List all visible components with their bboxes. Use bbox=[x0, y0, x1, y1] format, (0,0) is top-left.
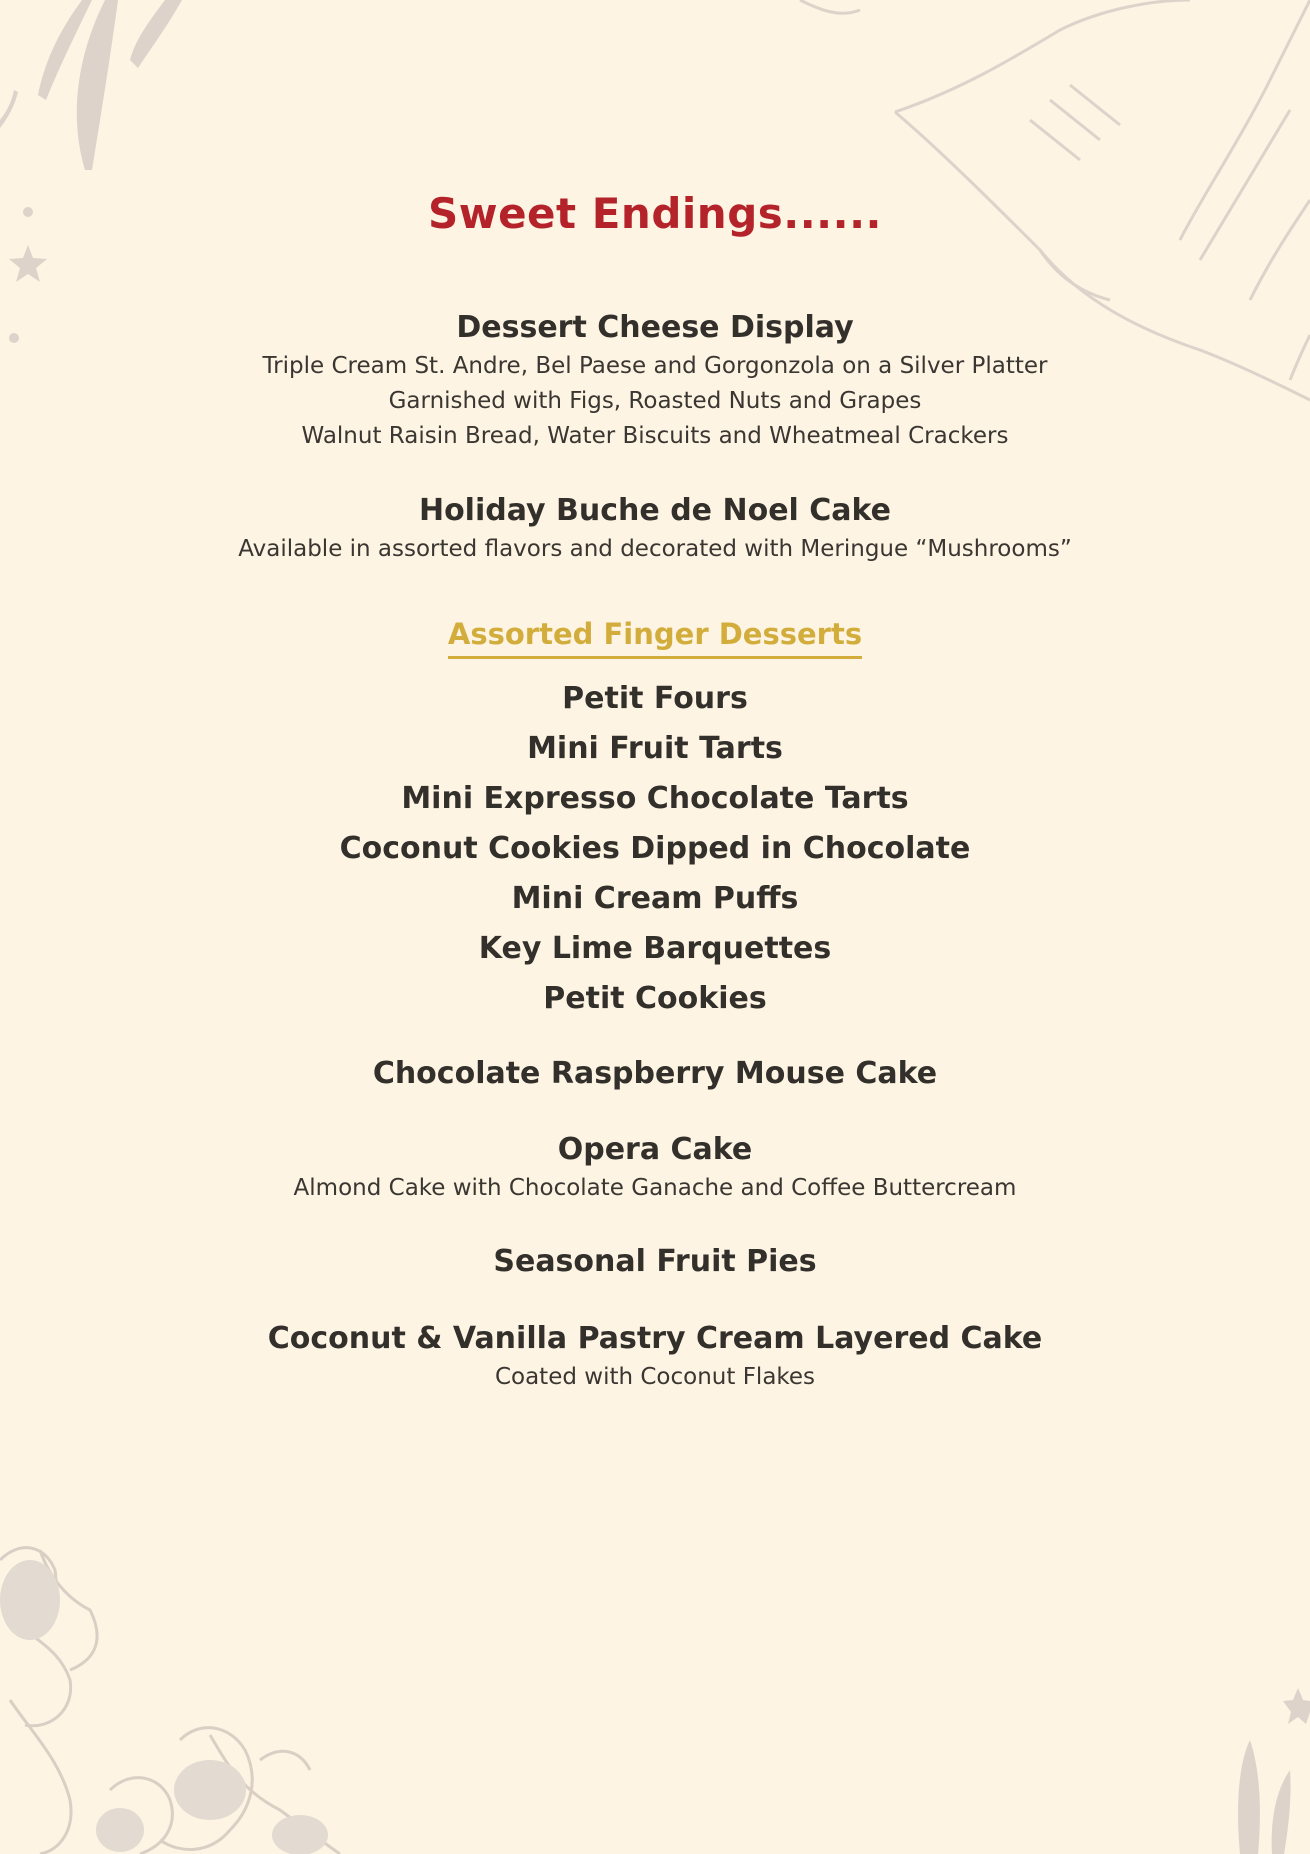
finger-dessert-list bbox=[0, 674, 1310, 1024]
list-item: Mini Expresso Chocolate Tarts bbox=[401, 781, 909, 816]
list-item: Key Lime Barquettes bbox=[478, 931, 832, 966]
list-item: Coconut Cookies Dipped in Chocolate bbox=[339, 831, 971, 866]
list-item: Petit Fours bbox=[562, 681, 748, 716]
menu-item-description: Available in assorted flavors and decorated with Meringue “Mushrooms” bbox=[238, 536, 1072, 562]
leaf-cluster-bottom-right-icon bbox=[1238, 1688, 1310, 1854]
list-item: Petit Cookies bbox=[543, 981, 767, 1016]
menu-item-title: Opera Cake bbox=[557, 1132, 753, 1167]
menu-item-title: Chocolate Raspberry Mouse Cake bbox=[372, 1056, 938, 1091]
menu-title: Sweet Endings...... bbox=[428, 189, 882, 238]
leaf-cluster-top-left-icon bbox=[0, 0, 182, 170]
flower-cluster-bottom-left-icon bbox=[0, 1548, 340, 1854]
section-heading-container bbox=[0, 614, 1310, 659]
list-item: Mini Fruit Tarts bbox=[527, 731, 783, 766]
menu-item-description: Garnished with Figs, Roasted Nuts and Grapes bbox=[388, 388, 922, 414]
menu-item-description: Triple Cream St. Andre, Bel Paese and Gorgonzola on a Silver Platter bbox=[262, 353, 1048, 379]
list-item: Mini Cream Puffs bbox=[511, 881, 799, 916]
menu-item-description: Almond Cake with Chocolate Ganache and Coffee Buttercream bbox=[293, 1175, 1017, 1201]
menu-item-description: Walnut Raisin Bread, Water Biscuits and Wheatmeal Crackers bbox=[301, 423, 1009, 449]
menu-item-title: Seasonal Fruit Pies bbox=[493, 1244, 817, 1279]
section-heading: Assorted Finger Desserts bbox=[448, 614, 862, 659]
flower-fill-bottom-left-icon bbox=[0, 1560, 328, 1854]
menu-item-title: Holiday Buche de Noel Cake bbox=[418, 493, 892, 528]
menu-item-description: Coated with Coconut Flakes bbox=[494, 1364, 816, 1390]
menu-item-title: Coconut & Vanilla Pastry Cream Layered Cake bbox=[267, 1321, 1043, 1356]
menu-item-title: Dessert Cheese Display bbox=[456, 310, 854, 345]
